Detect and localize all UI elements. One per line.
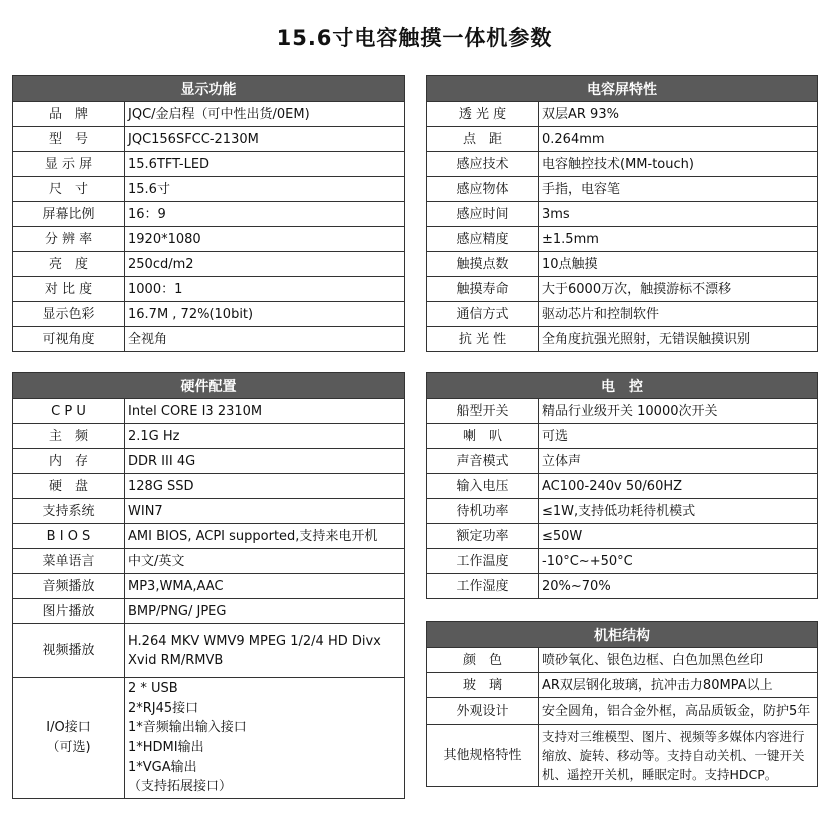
spec-label: 点 距: [427, 127, 539, 152]
spec-label: 其他规格特性: [427, 725, 539, 787]
table-row: [13, 177, 405, 202]
spec-value: 驱动芯片和控制软件: [539, 302, 818, 327]
spec-value: 立体声: [539, 449, 818, 474]
page-title: 15.6寸电容触摸一体机参数: [276, 26, 553, 50]
table-row: [13, 252, 405, 277]
table-row: [427, 327, 818, 352]
display-spec-table: [12, 75, 405, 352]
table-row: [427, 574, 818, 599]
table-row: [13, 624, 405, 678]
spec-label: 触摸点数: [427, 252, 539, 277]
other-spec-line: 机、遥控开关机，睡眠定时。支持HDCP。: [542, 767, 778, 782]
table-row: [427, 449, 818, 474]
cabinet-header: 机柜结构: [427, 622, 818, 648]
spec-value: AR双层钢化玻璃，抗冲击力80MPA以上: [539, 673, 818, 698]
table-row: [427, 698, 818, 725]
spec-label: 抗 光 性: [427, 327, 539, 352]
spec-label: 型 号: [13, 127, 125, 152]
io-line: 1*音频输出输入接口: [128, 720, 247, 736]
other-spec-line: 缩放、旋转、移动等。支持自动关机、一键开关: [542, 748, 805, 763]
spec-value: WIN7: [125, 499, 405, 524]
table-row: [427, 277, 818, 302]
spec-value: [125, 624, 405, 678]
spec-value: 15.6TFT-LED: [125, 152, 405, 177]
table-row: [427, 227, 818, 252]
table-row: [13, 549, 405, 574]
spec-label: [13, 678, 125, 799]
table-row: [427, 152, 818, 177]
table-row: [13, 678, 405, 799]
table-row: [13, 227, 405, 252]
table-row: [427, 399, 818, 424]
spec-label: 显 示 屏: [13, 152, 125, 177]
spec-label: 玻 璃: [427, 673, 539, 698]
spec-value: ≤1W,支持低功耗待机模式: [539, 499, 818, 524]
spec-label: B I O S: [13, 524, 125, 549]
spec-value: 电容触控技术(MM-touch): [539, 152, 818, 177]
spec-value: BMP/PNG/ JPEG: [125, 599, 405, 624]
spec-label: 工作温度: [427, 549, 539, 574]
display-header: 显示功能: [13, 76, 405, 102]
spec-value: 16：9: [125, 202, 405, 227]
spec-value: 大于6000万次，触摸游标不漂移: [539, 277, 818, 302]
spec-value: 128G SSD: [125, 474, 405, 499]
table-row: [13, 277, 405, 302]
table-row: [427, 499, 818, 524]
spec-value: AC100-240v 50/60HZ: [539, 474, 818, 499]
spec-label: 内 存: [13, 449, 125, 474]
cabinet-spec-table: [426, 621, 818, 787]
spec-value: 3ms: [539, 202, 818, 227]
table-row: [427, 127, 818, 152]
spec-value: 精品行业级开关 10000次开关: [539, 399, 818, 424]
table-row: [13, 474, 405, 499]
spec-value: 安全圆角，铝合金外框，高品质钣金，防护5年: [539, 698, 818, 725]
spec-label: 分 辨 率: [13, 227, 125, 252]
spec-label: 感应物体: [427, 177, 539, 202]
table-row: [427, 673, 818, 698]
spec-value: 全角度抗强光照射，无错误触摸识别: [539, 327, 818, 352]
table-row: [427, 725, 818, 787]
spec-label: 输入电压: [427, 474, 539, 499]
spec-label: 可视角度: [13, 327, 125, 352]
table-row: [13, 524, 405, 549]
table-row: [427, 424, 818, 449]
touch-spec-table: [426, 75, 818, 352]
table-row: [13, 302, 405, 327]
spec-label: 感应精度: [427, 227, 539, 252]
table-row: [13, 574, 405, 599]
spec-label: 菜单语言: [13, 549, 125, 574]
spec-label: 船型开关: [427, 399, 539, 424]
spec-label: 尺 寸: [13, 177, 125, 202]
spec-label: 待机功率: [427, 499, 539, 524]
spec-value: -10°C~+50°C: [539, 549, 818, 574]
table-row: [13, 202, 405, 227]
spec-value: Intel CORE I3 2310M: [125, 399, 405, 424]
table-row: [427, 177, 818, 202]
spec-label: 工作湿度: [427, 574, 539, 599]
spec-value: [125, 678, 405, 799]
video-formats-line: H.264 MKV WMV9 MPEG 1/2/4 HD Divx: [128, 633, 381, 649]
spec-value: [539, 725, 818, 787]
table-row: [13, 499, 405, 524]
table-row: [427, 102, 818, 127]
spec-label: 支持系统: [13, 499, 125, 524]
table-row: [427, 549, 818, 574]
spec-value: 250cd/m2: [125, 252, 405, 277]
table-row: [13, 449, 405, 474]
table-row: [13, 327, 405, 352]
io-line: （支持拓展接口）: [128, 779, 233, 795]
power-header: 电 控: [427, 373, 818, 399]
spec-label: 音频播放: [13, 574, 125, 599]
table-row: [13, 127, 405, 152]
table-row: [427, 648, 818, 673]
spec-label: 对 比 度: [13, 277, 125, 302]
io-line: 1*HDMI输出: [128, 740, 204, 755]
spec-value: 15.6寸: [125, 177, 405, 202]
io-label: I/O接口: [46, 720, 91, 736]
spec-value: 1920*1080: [125, 227, 405, 252]
table-row: [13, 152, 405, 177]
table-row: [427, 302, 818, 327]
spec-label: 视频播放: [13, 624, 125, 678]
spec-label: 硬 盘: [13, 474, 125, 499]
spec-value: 中文/英文: [125, 549, 405, 574]
hardware-spec-table: [12, 372, 405, 799]
spec-label: 额定功率: [427, 524, 539, 549]
spec-label: 外观设计: [427, 698, 539, 725]
spec-label: 触摸寿命: [427, 277, 539, 302]
table-row: [427, 524, 818, 549]
spec-value: DDR III 4G: [125, 449, 405, 474]
spec-value: 16.7M , 72%(10bit): [125, 302, 405, 327]
table-row: [13, 399, 405, 424]
spec-value: AMI BIOS, ACPI supported,支持来电开机: [125, 524, 405, 549]
spec-value: 20%~70%: [539, 574, 818, 599]
table-row: [427, 252, 818, 277]
hardware-header: 硬件配置: [13, 373, 405, 399]
table-row: [427, 202, 818, 227]
spec-value: ≤50W: [539, 524, 818, 549]
spec-label: 颜 色: [427, 648, 539, 673]
other-spec-line: 支持对三维模型、图片、视频等多媒体内容进行: [542, 729, 805, 744]
power-spec-table: [426, 372, 818, 599]
spec-label: 品 牌: [13, 102, 125, 127]
spec-value: 喷砂氧化、银色边框、白色加黑色丝印: [539, 648, 818, 673]
spec-value: 全视角: [125, 327, 405, 352]
table-row: [13, 424, 405, 449]
spec-value: 手指，电容笔: [539, 177, 818, 202]
spec-label: 通信方式: [427, 302, 539, 327]
table-row: [13, 599, 405, 624]
video-formats-line: Xvid RM/RMVB: [128, 652, 224, 668]
io-line: 2 * USB: [128, 681, 178, 697]
spec-label: 亮 度: [13, 252, 125, 277]
spec-value: JQC/金启程（可中性出货/0EM): [125, 102, 405, 127]
spec-label: C P U: [13, 399, 125, 424]
spec-label: 喇 叭: [427, 424, 539, 449]
spec-label: 显示色彩: [13, 302, 125, 327]
io-line: 2*RJ45接口: [128, 700, 199, 716]
spec-label: 感应时间: [427, 202, 539, 227]
table-row: [13, 102, 405, 127]
spec-value: 10点触摸: [539, 252, 818, 277]
io-label-note: （可选): [46, 740, 91, 755]
spec-value: MP3,WMA,AAC: [125, 574, 405, 599]
spec-value: JQC156SFCC-2130M: [125, 127, 405, 152]
spec-label: 图片播放: [13, 599, 125, 624]
spec-label: 透 光 度: [427, 102, 539, 127]
spec-value: 可选: [539, 424, 818, 449]
spec-value: ±1.5mm: [539, 227, 818, 252]
touch-header: 电容屏特性: [427, 76, 818, 102]
spec-label: 主 频: [13, 424, 125, 449]
io-line: 1*VGA输出: [128, 759, 197, 775]
spec-label: 声音模式: [427, 449, 539, 474]
table-row: [427, 474, 818, 499]
spec-label: 感应技术: [427, 152, 539, 177]
spec-label: 屏幕比例: [13, 202, 125, 227]
spec-value: 1000：1: [125, 277, 405, 302]
spec-value: 0.264mm: [539, 127, 818, 152]
spec-value: 2.1G Hz: [125, 424, 405, 449]
spec-value: 双层AR 93%: [539, 102, 818, 127]
